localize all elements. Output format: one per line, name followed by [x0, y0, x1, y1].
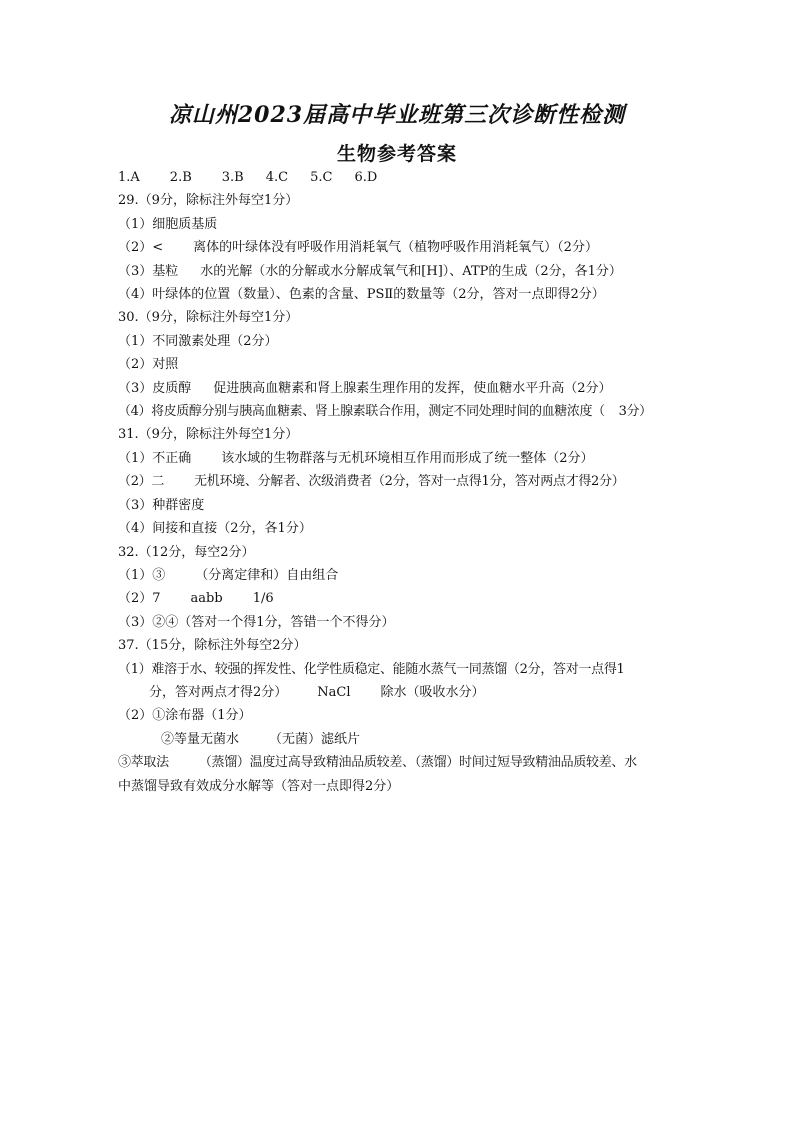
q30-answer-4b: 3分） [618, 404, 652, 420]
q30-answer-3a: （3）皮质醇 [118, 380, 192, 396]
q29-answer-2 [118, 236, 688, 259]
q29-answer-1: （1）细胞质基质 [118, 216, 218, 232]
q31-answer-4: （4）间接和直接（2分，各1分） [118, 521, 312, 537]
document-title: 凉山州2023届高中毕业班第三次诊断性检测 [168, 102, 626, 128]
q32-answer-2b: aabb [190, 591, 223, 607]
q32-answer-2a: （2）7 [118, 591, 161, 607]
q32-heading: 32.（12分，每空2分） [118, 544, 255, 560]
q31-answer-1a: （1）不正确 [118, 450, 192, 466]
q29-heading: 29.（9分，除标注外每空1分） [118, 193, 299, 209]
q29-answer-3 [118, 260, 688, 283]
q31-answer-2a: （2）二 [118, 474, 165, 490]
q30-answer-4 [118, 400, 688, 423]
q37-answer-1b: 分，答对两点才得2分） [149, 684, 288, 700]
q32-answer-2 [118, 587, 688, 610]
q32-answer-1b: （分离定律和）自由组合 [195, 567, 339, 583]
choice-answer-5: 5.C [310, 170, 333, 185]
q37-heading: 37.（15分，除标注外每空2分） [118, 638, 307, 654]
q31-answer-3: （3）种群密度 [118, 497, 205, 513]
choice-answer-4: 4.C [265, 170, 289, 185]
q32-answer-3: （3）②④（答对一个得1分，答错一个不得分） [118, 614, 395, 630]
q37-answer-2b2: （无菌）滤纸片 [269, 731, 361, 747]
q37-answer-1c: NaCl [317, 684, 351, 700]
q31-answer-2b: 无机环境、分解者、次级消费者（2分，答对一点得1分，答对两点才得2分） [194, 474, 625, 490]
q37-answer-3 [118, 751, 688, 774]
choice-answer-2: 2.B [169, 170, 192, 185]
q29-answer-3a: （3）基粒 [118, 263, 179, 279]
q37-answer-3b: （蒸馏）温度过高导致精油品质较差、（蒸馏）时间过短导致精油品质较差、水 [198, 755, 637, 771]
choice-answer-1: 1.A [118, 170, 140, 185]
q37-answer-2b1: ②等量无菌水 [161, 731, 240, 747]
choice-answers [118, 166, 688, 189]
q32-answer-1 [118, 564, 688, 587]
q29-answer-2a: （2）< [118, 240, 164, 256]
q30-answer-3 [118, 377, 688, 400]
q30-heading: 30.（9分，除标注外每空1分） [118, 310, 299, 326]
q32-answer-2c: 1/6 [252, 591, 274, 607]
q37-answer-2: （2）①涂布器（1分） [118, 708, 252, 724]
choice-answer-6: 6.D [354, 170, 378, 185]
document-subtitle: 生物参考答案 [336, 143, 457, 165]
q31-answer-2 [118, 470, 688, 493]
q30-answer-1: （1）不同激素处理（2分） [118, 333, 278, 349]
q37-answer-3a: ③萃取法 [118, 755, 169, 771]
answer-content [118, 166, 688, 798]
q29-answer-4: （4）叶绿体的位置（数量）、色素的含量、PSⅡ的数量等（2分，答对一点即得2分） [118, 287, 605, 303]
q30-answer-4a: （4）将皮质醇分别与胰高血糖素、肾上腺素联合作用，测定不同处理时间的血糖浓度（ [118, 404, 605, 420]
q30-answer-3b: 促进胰高血糖素和肾上腺素生理作用的发挥，使血糖水平升高（2分） [213, 380, 612, 396]
q31-answer-1b: 该水域的生物群落与无机环境相互作用而形成了统一整体（2分） [221, 450, 594, 466]
q32-answer-1a: （1）③ [118, 567, 166, 583]
q30-answer-2: （2）对照 [118, 357, 179, 373]
q37-answer-2-cont [118, 728, 688, 751]
q37-answer-1: （1）难溶于水、较强的挥发性、化学性质稳定、能随水蒸气一同蒸馏（2分，答对一点得1 [118, 661, 625, 677]
choice-answer-3: 3.B [221, 170, 244, 185]
q37-answer-1d: 除水（吸收水分） [380, 684, 485, 700]
q29-answer-3b: 水的光解（水的分解或水分解成氧气和[H]）、ATP的生成（2分，各1分） [200, 263, 622, 279]
q31-answer-1 [118, 447, 688, 470]
q37-answer-1-cont [118, 681, 688, 704]
q37-answer-3-cont: 中蒸馏导致有效成分水解等（答对一点即得2分） [118, 778, 400, 794]
q31-heading: 31.（9分，除标注外每空1分） [118, 427, 299, 443]
q29-answer-2b: 离体的叶绿体没有呼吸作用消耗氧气（植物呼吸作用消耗氧气）（2分） [193, 240, 598, 256]
